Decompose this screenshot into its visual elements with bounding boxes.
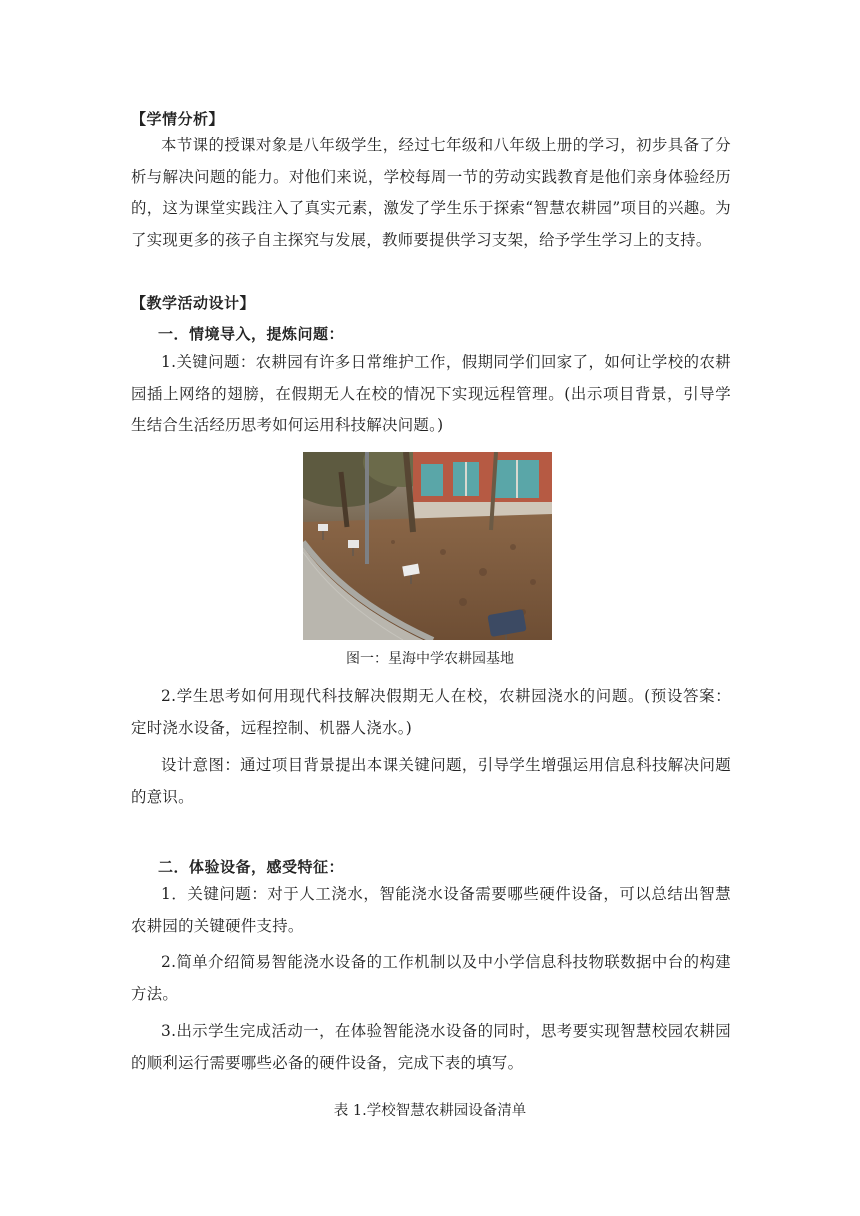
farm-garden-photo bbox=[303, 452, 552, 640]
table-caption: 表 1.学校智慧农耕园设备清单 bbox=[333, 1103, 527, 1119]
step2-title: 二．体验设备，感受特征： bbox=[158, 858, 345, 876]
analysis-heading: 【学情分析】 bbox=[131, 110, 225, 128]
step1-title: 一．情境导入，提炼问题： bbox=[158, 325, 345, 343]
figure-caption: 图一：星海中学农耕园基地 bbox=[346, 651, 514, 667]
step1-design-intent: 设计意图：通过项目背景提出本课关键问题，引导学生增强运用信息科技解决问题的意识。 bbox=[131, 756, 731, 806]
step2-paragraph-3: 3.出示学生完成活动一，在体验智能浇水设备的同时，思考要实现智慧校园农耕园的顺利运行需要哪些必备的硬件设备，完成下表的填写。 bbox=[131, 1022, 731, 1072]
step1-paragraph-2: 2.学生思考如何用现代科技解决假期无人在校，农耕园浇水的问题。(预设答案：定时浇水设备，远程控制、机器人浇水。) bbox=[131, 687, 731, 737]
step1-paragraph-1: 1.关键问题：农耕园有许多日常维护工作，假期同学们回家了，如何让学校的农耕园插上网络的翅膀，在假期无人在校的情况下实现远程管理。(出示项目背景，引导学生结合生活经历思考如何运用科技解决问题。) bbox=[131, 353, 731, 434]
design-heading: 【教学活动设计】 bbox=[131, 294, 256, 312]
analysis-paragraph: 本节课的授课对象是八年级学生，经过七年级和八年级上册的学习，初步具备了分析与解决问题的能力。对他们来说，学校每周一节的劳动实践教育是他们亲身体验经历的，这为课堂实践注入了真实元素，激发了学生乐于探索“智慧农耕园”项目的兴趣。为了实现更多的孩子自主探究与发展，教师要提供学习支架，给予学生学习上的支持。 bbox=[131, 136, 731, 249]
step2-paragraph-2: 2.简单介绍简易智能浇水设备的工作机制以及中小学信息科技物联数据中台的构建方法。 bbox=[131, 953, 731, 1003]
step2-paragraph-1: 1．关键问题：对于人工浇水，智能浇水设备需要哪些硬件设备，可以总结出智慧农耕园的关键硬件支持。 bbox=[131, 885, 731, 935]
